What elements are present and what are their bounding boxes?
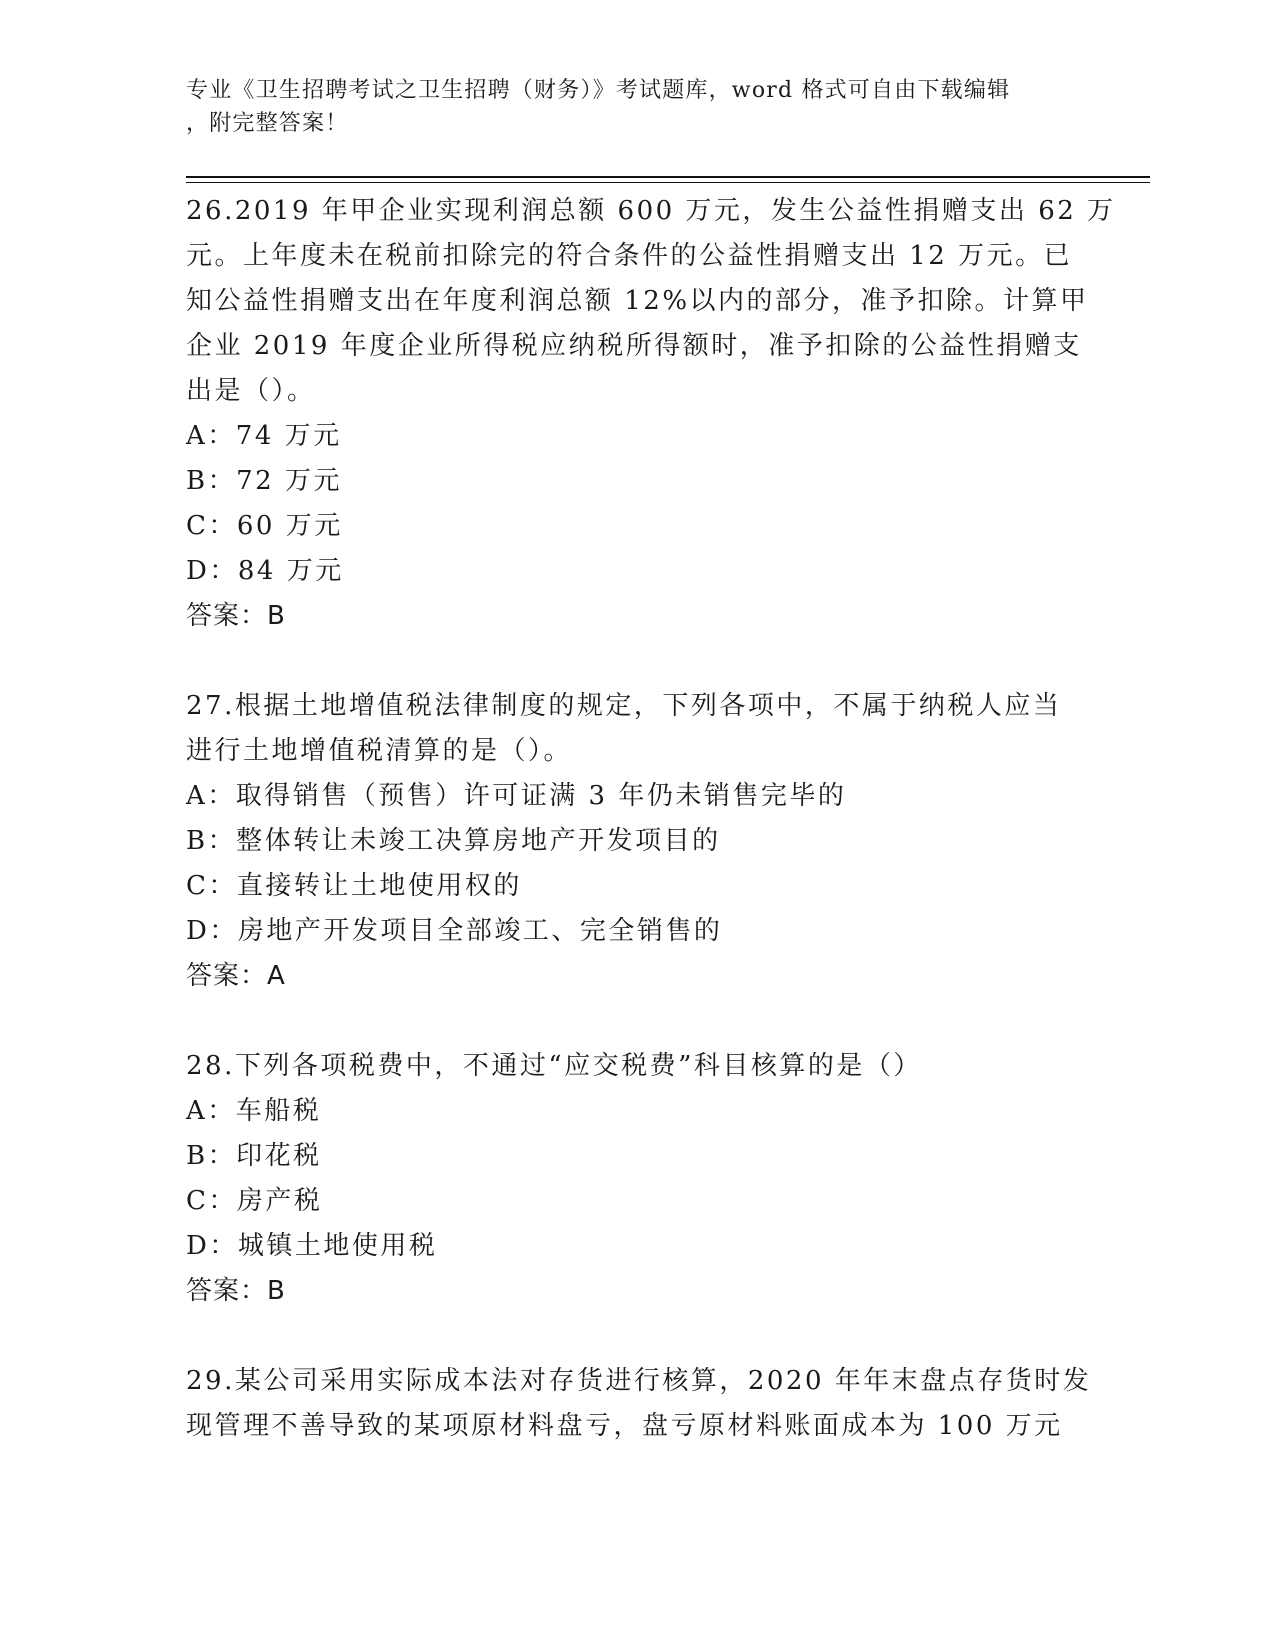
question-text-line: 28.下列各项税费中，不通过“应交税费”科目核算的是（）: [186, 1051, 922, 1081]
question-text-line: 现管理不善导致的某项原材料盘亏，盘亏原材料账面成本为 100 万元: [186, 1411, 1063, 1441]
option-d: D：84 万元: [186, 556, 344, 586]
question-text-line: 出是（）。: [186, 376, 316, 406]
question-28: [186, 1044, 1086, 1314]
spacer: [186, 999, 1086, 1044]
option-b: B：72 万元: [186, 466, 342, 496]
option-a: A：取得销售（预售）许可证满 3 年仍未销售完毕的: [186, 781, 847, 811]
header-line-1: 专业《卫生招聘考试之卫生招聘（财务）》考试题库，word 格式可自由下载编辑: [186, 78, 1011, 103]
document-header: [186, 74, 1066, 140]
option-b: B：印花税: [186, 1141, 322, 1171]
option-c: C：直接转让土地使用权的: [186, 871, 522, 901]
option-c: C：60 万元: [186, 511, 343, 541]
spacer: [186, 639, 1086, 684]
header-divider-thick: [186, 176, 1150, 178]
question-list: [186, 189, 1116, 1449]
question-26: [186, 189, 1116, 639]
option-b: B：整体转让未竣工决算房地产开发项目的: [186, 826, 721, 856]
option-a: A：车船税: [186, 1096, 322, 1126]
question-text-line: 进行土地增值税清算的是（）。: [186, 736, 573, 766]
answer-label: 答案：A: [186, 961, 286, 991]
question-text-line: 元。上年度未在税前扣除完的符合条件的公益性捐赠支出 12 万元。已: [186, 241, 1073, 271]
header-line-2: ，附完整答案！: [186, 111, 349, 136]
question-text-line: 27.根据土地增值税法律制度的规定，下列各项中，不属于纳税人应当: [186, 691, 1062, 721]
question-27: [186, 684, 1086, 999]
question-text-line: 企业 2019 年度企业所得税应纳税所得额时，准予扣除的公益性捐赠支: [186, 331, 1082, 361]
header-divider-thin: [186, 182, 1150, 183]
question-text-line: 26.2019 年甲企业实现利润总额 600 万元，发生公益性捐赠支出 62 万: [186, 196, 1116, 226]
option-d: D：房地产开发项目全部竣工、完全销售的: [186, 916, 723, 946]
option-a: A：74 万元: [186, 421, 342, 451]
option-d: D：城镇土地使用税: [186, 1231, 438, 1261]
question-29: [186, 1359, 1092, 1449]
spacer: [186, 1314, 1086, 1359]
answer-label: 答案：B: [186, 1276, 286, 1306]
question-text-line: 29.某公司采用实际成本法对存货进行核算，2020 年年末盘点存货时发: [186, 1366, 1092, 1396]
answer-label: 答案：B: [186, 601, 286, 631]
option-c: C：房产税: [186, 1186, 323, 1216]
question-text-line: 知公益性捐赠支出在年度利润总额 12%以内的部分，准予扣除。计算甲: [186, 286, 1089, 316]
